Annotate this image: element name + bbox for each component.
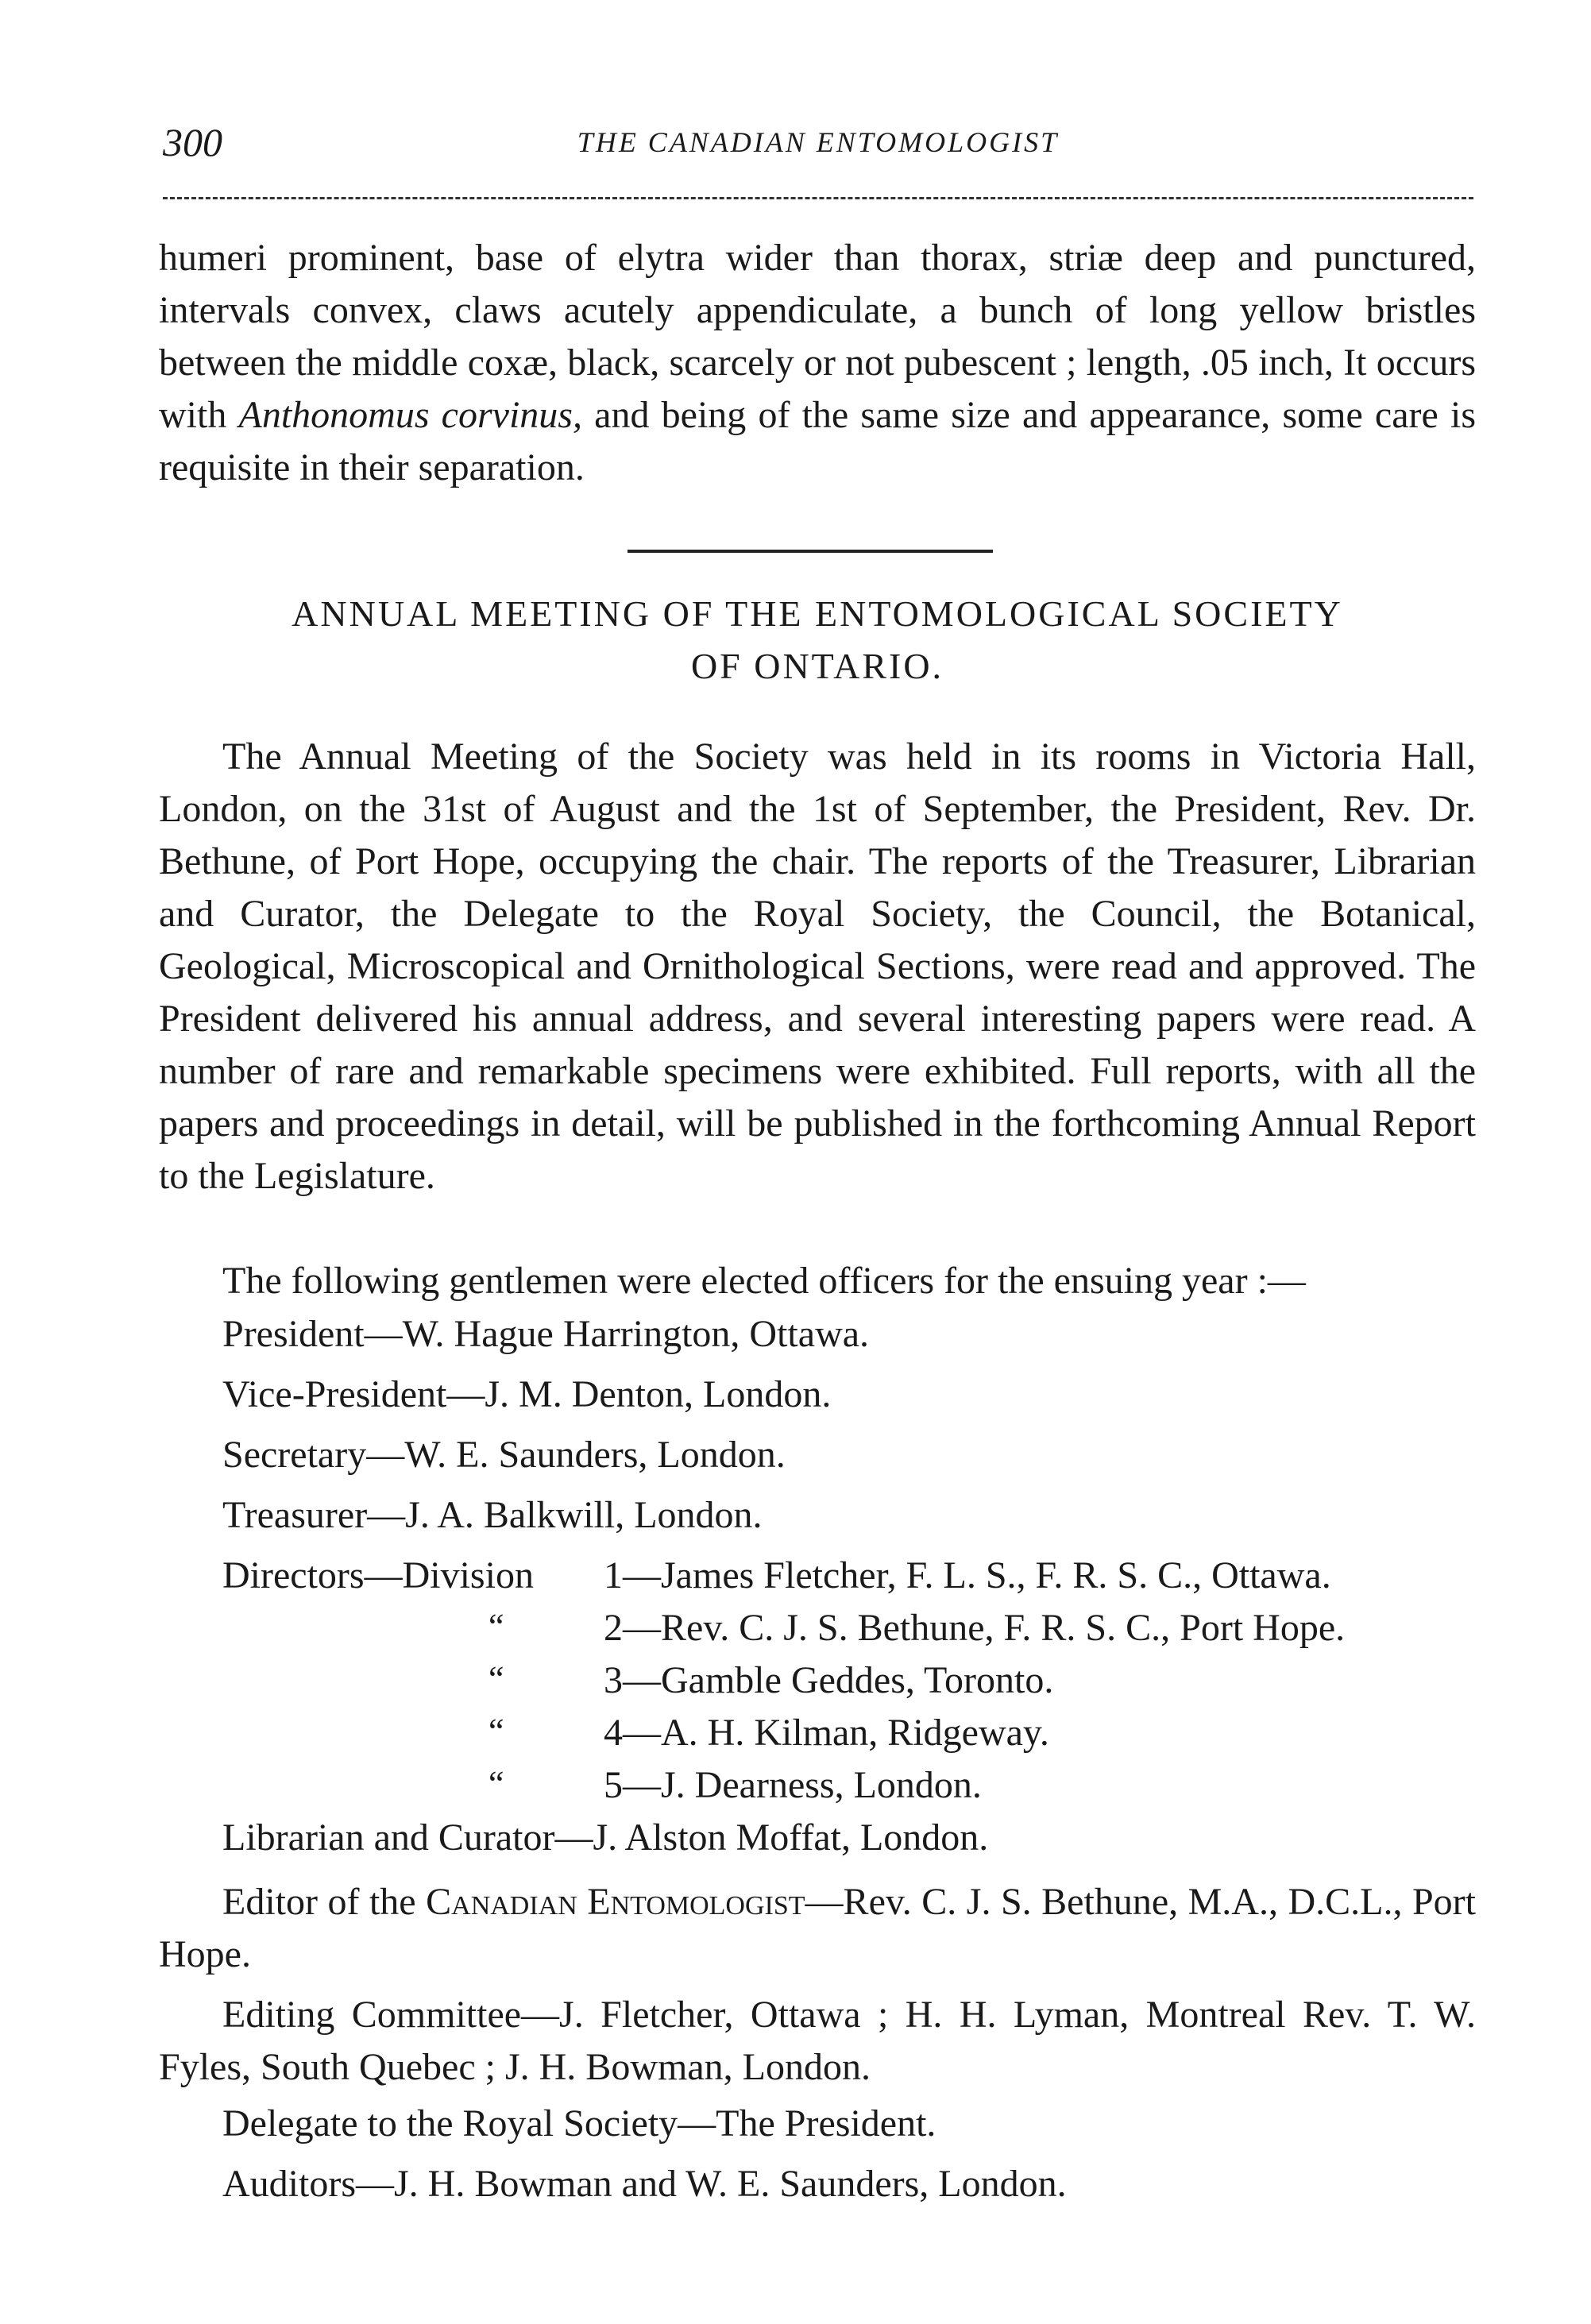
ditto-mark: “ — [488, 1607, 504, 1646]
ditto-mark: “ — [488, 1712, 504, 1751]
director-row: 2—Rev. C. J. S. Bethune, F. R. S. C., Port Hope. — [604, 1607, 1346, 1649]
officer-treasurer: Treasurer—J. A. Balkwill, London. — [222, 1494, 763, 1536]
officer-delegate: Delegate to the Royal Society—The President. — [222, 2102, 936, 2144]
officer-secretary: Secretary—W. E. Saunders, London. — [222, 1434, 786, 1476]
meeting-report-paragraph: The Annual Meeting of the Society was held in its rooms in Victoria Hall, London, on the 31st of August and the 1st of September, the President, Rev. Dr. Bethune, of Port Hope, occupying the chair. The reports of the Treasurer, Librarian and Curator, the Delegate to the Royal Society, the Council, the Botanical, Geological, Microscopical and Ornithological Sections, were read and approved. The President delivered his annual address, and several interesting papers were read. A number of rare and remarkable specimens were exhibited. Full reports, with all the papers and proceedings in detail, will be published in the forthcoming Annual Report to the Legislature. — [159, 735, 1476, 1197]
officer-librarian: Librarian and Curator—J. Alston Moffat, London. — [222, 1816, 989, 1859]
director-row: 1—James Fletcher, F. L. S., F. R. S. C., Ottawa. — [604, 1554, 1331, 1596]
paragraph-text-end: and being of the same size and appearance, some care is requisite in their separation. — [159, 394, 1477, 488]
header-divider — [163, 197, 1473, 199]
journal-title: THE CANADIAN ENTOMOLOGIST — [577, 126, 1060, 158]
continued-paragraph — [159, 232, 1476, 494]
director-row: 5—J. Dearness, London. — [604, 1764, 982, 1806]
running-head — [163, 119, 1473, 167]
officers-intro: The following gentlemen were elected officers for the ensuing year :— — [222, 1260, 1306, 1302]
officer-vice-president: Vice-President—J. M. Denton, London. — [222, 1373, 832, 1415]
ditto-mark: “ — [488, 1764, 504, 1803]
director-row: 3—Gamble Geddes, Toronto. — [604, 1659, 1054, 1701]
section-heading — [159, 588, 1476, 693]
editor-prefix: Editor of the — [222, 1881, 427, 1923]
species-name: Anthonomus corvinus, — [238, 394, 582, 436]
paragraph-text-start: humeri prominent, base of elytra wider than thorax, striæ deep and punctured, intervals convex, claws acutely appendiculate, a bunch of long yellow bristles between the middle coxæ, black, scarcely or not pubescent ; length, .05 inch, It occurs with — [159, 237, 1476, 436]
director-row: 4—A. H. Kilman, Ridgeway. — [604, 1712, 1049, 1754]
section-divider — [628, 550, 993, 553]
editor-journal-name: Canadian Entomologist — [426, 1881, 805, 1923]
editor-suffix: —Rev. C. J. S. Bethune, M.A., D.C.L., Port Hope. — [159, 1881, 1477, 1975]
officer-president: President—W. Hague Harrington, Ottawa. — [222, 1313, 870, 1355]
page-number: 300 — [163, 120, 222, 164]
officer-editor — [159, 1876, 1476, 1981]
editing-committee: Editing Committee—J. Fletcher, Ottawa ; H. H. Lyman, Montreal Rev. T. W. Fyles, South Quebec ; J. H. Bowman, London. — [159, 1994, 1476, 2088]
officer-auditors: Auditors—J. H. Bowman and W. E. Saunders, London. — [222, 2163, 1067, 2205]
directors-label: Directors—Division — [222, 1554, 534, 1596]
section-heading-line-2: OF ONTARIO. — [690, 646, 944, 686]
ditto-mark: “ — [488, 1659, 504, 1698]
section-heading-line-1: ANNUAL MEETING OF THE ENTOMOLOGICAL SOCIETY — [292, 593, 1343, 634]
